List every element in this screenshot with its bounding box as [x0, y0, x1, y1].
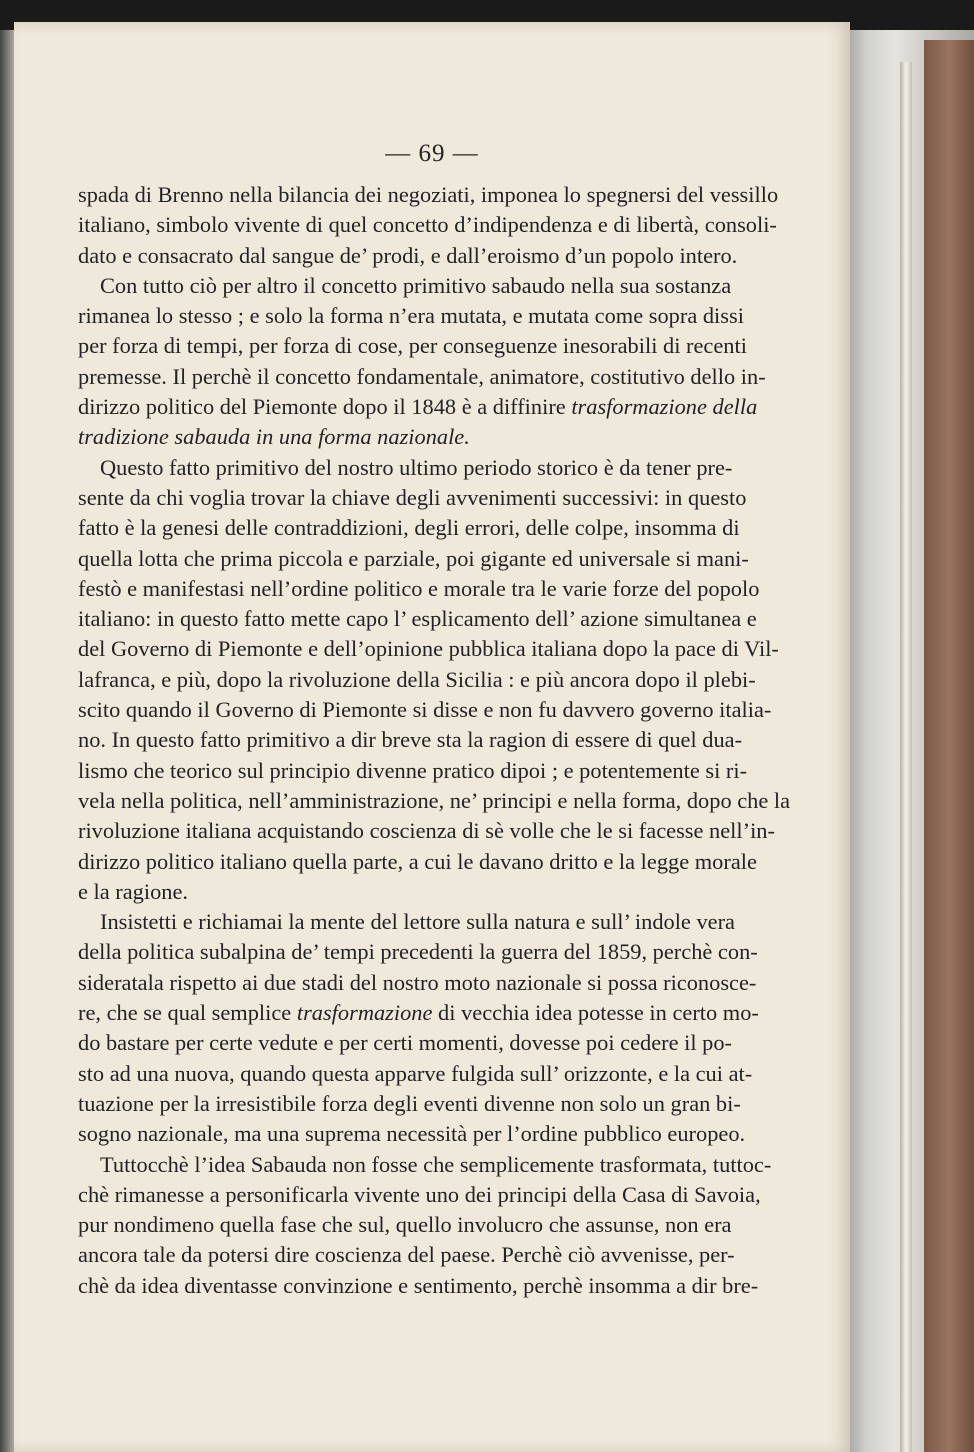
text-segment: della politica subalpina de’ tempi precedenti la guerra del 1859, perchè con-	[78, 939, 758, 965]
text-line	[78, 937, 758, 967]
text-segment: quella lotta che prima piccola e parziale, poi gigante ed universale si mani-	[78, 545, 749, 571]
text-line	[78, 422, 726, 452]
text-segment: sto ad una nuova, quando questa apparve fulgida sull’ orizzonte, e la cui at-	[78, 1060, 753, 1086]
text-segment: rivoluzione italiana acquistando coscienza di sè volle che le si facesse nell’in-	[78, 818, 775, 844]
text-segment: chè rimanesse a personificarla vivente uno dei principi della Casa di Savoia,	[78, 1181, 761, 1207]
text-segment: italiano, simbolo vivente di quel concetto d’indipendenza e di libertà, consoli-	[78, 212, 777, 238]
text-line	[78, 1119, 746, 1149]
text-line	[78, 634, 779, 664]
text-line	[78, 271, 732, 301]
text-line	[78, 483, 747, 513]
text-line	[78, 1240, 735, 1270]
text-segment: spada di Brenno nella bilancia dei negoziati, imponea lo spegnersi del vessillo	[78, 182, 779, 207]
text-line	[78, 1150, 772, 1180]
text-segment: premesse. Il perchè il concetto fondamentale, animatore, costitutivo dello in-	[78, 363, 766, 389]
text-segment: di vecchia idea potesse in certo mo-	[432, 1000, 759, 1026]
text-line	[78, 725, 743, 755]
text-segment: dirizzo politico del Piemonte dopo il 1848 è a diffinire	[78, 394, 572, 420]
page-number: — 69 —	[385, 140, 479, 167]
text-segment: tuazione per la irresistibile forza degli eventi divenne non solo un gran bi-	[78, 1090, 741, 1116]
book-spine-edge	[900, 62, 912, 1452]
book-cover-edge	[924, 40, 974, 1452]
text-segment: italiano: in questo fatto mette capo l’ esplicamento dell’ azione simultanea e	[78, 606, 757, 632]
text-segment: festò e manifestasi nell’ordine politico e morale tra le varie forze del popolo	[78, 575, 760, 601]
italic-segment: tradizione sabauda in una forma nazionale.	[78, 424, 470, 450]
text-segment: pur nondimeno quella fase che sul, quello involucro che assunse, non era	[78, 1212, 732, 1238]
text-line	[78, 210, 777, 240]
text-line	[78, 786, 791, 816]
text-segment: sente da chi voglia trovar la chiave degli avvenimenti successivi: in questo	[78, 484, 747, 510]
text-line	[78, 544, 749, 574]
text-segment: e la ragione.	[78, 878, 189, 904]
text-segment: dato e consacrato dal sangue de’ prodi, e dall’eroismo d’un popolo intero.	[78, 242, 738, 268]
body-text	[78, 180, 791, 1301]
text-line	[78, 392, 758, 422]
text-segment: dirizzo politico italiano quella parte, a cui le davano dritto e la legge morale	[78, 848, 757, 874]
text-segment: fatto è la genesi delle contraddizioni, degli errori, delle colpe, insomma di	[78, 515, 740, 541]
text-line	[78, 968, 757, 998]
text-segment: chè da idea diventasse convinzione e sentimento, perchè insomma a dir bre-	[78, 1272, 759, 1298]
text-line	[78, 1180, 761, 1210]
text-segment: sideratala rispetto ai due stadi del nostro moto nazionale si possa riconosce-	[78, 969, 757, 995]
text-line	[78, 907, 735, 937]
text-segment: Insistetti e richiamai la mente del lettore sulla natura e sull’ indole vera	[100, 909, 735, 935]
text-segment: lismo che teorico sul principio divenne pratico dipoi ; e potentemente si ri-	[78, 757, 748, 783]
text-line	[78, 998, 759, 1028]
text-line	[78, 574, 760, 604]
text-line	[78, 1271, 759, 1301]
text-line	[78, 1210, 732, 1240]
text-segment: no. In questo fatto primitivo a dir breve sta la ragion di essere di quel dua-	[78, 727, 743, 753]
text-line	[78, 816, 775, 846]
text-line	[78, 1028, 733, 1058]
text-segment: Questo fatto primitivo del nostro ultimo periodo storico è da tener pre-	[100, 454, 733, 480]
text-line	[78, 665, 756, 695]
italic-segment: trasformazione	[296, 1000, 433, 1026]
text-line	[78, 604, 757, 634]
text-line	[78, 513, 740, 543]
text-line	[78, 180, 779, 210]
text-line	[78, 1059, 753, 1089]
text-line	[78, 756, 748, 786]
text-segment: vela nella politica, nell’amministrazione, ne’ principi e nella forma, dopo che la	[78, 787, 791, 813]
book-page	[14, 22, 850, 1452]
text-line	[78, 877, 726, 907]
text-line	[78, 453, 733, 483]
text-segment: re, che se qual semplice	[78, 1000, 297, 1026]
text-segment: sogno nazionale, ma una suprema necessità per l’ordine pubblico europeo.	[78, 1121, 746, 1147]
text-line	[78, 331, 747, 361]
text-line	[78, 241, 738, 271]
text-line	[78, 362, 766, 392]
text-segment: ancora tale da potersi dire coscienza del paese. Perchè ciò avvenisse, per-	[78, 1242, 735, 1268]
text-line	[78, 301, 744, 331]
text-segment: Con tutto ciò per altro il concetto primitivo sabaudo nella sua sostanza	[100, 272, 732, 298]
text-segment: rimanea lo stesso ; e solo la forma n’era mutata, e mutata come sopra dissi	[78, 303, 744, 329]
text-line	[78, 847, 757, 877]
text-segment: do bastare per certe vedute e per certi momenti, dovesse poi cedere il po-	[78, 1030, 733, 1056]
text-segment: per forza di tempi, per forza di cose, per conseguenze inesorabili di recenti	[78, 333, 747, 359]
text-segment: del Governo di Piemonte e dell’opinione pubblica italiana dopo la pace di Vil-	[78, 636, 779, 662]
text-segment: lafranca, e più, dopo la rivoluzione della Sicilia : e più ancora dopo il plebi-	[78, 666, 756, 692]
italic-segment: trasformazione della	[571, 394, 758, 420]
text-segment: Tuttocchè l’idea Sabauda non fosse che semplicemente trasformata, tuttoc-	[100, 1151, 772, 1177]
text-line	[78, 695, 772, 725]
text-segment: scito quando il Governo di Piemonte si disse e non fu davvero governo italia-	[78, 697, 772, 723]
text-line	[78, 1089, 741, 1119]
